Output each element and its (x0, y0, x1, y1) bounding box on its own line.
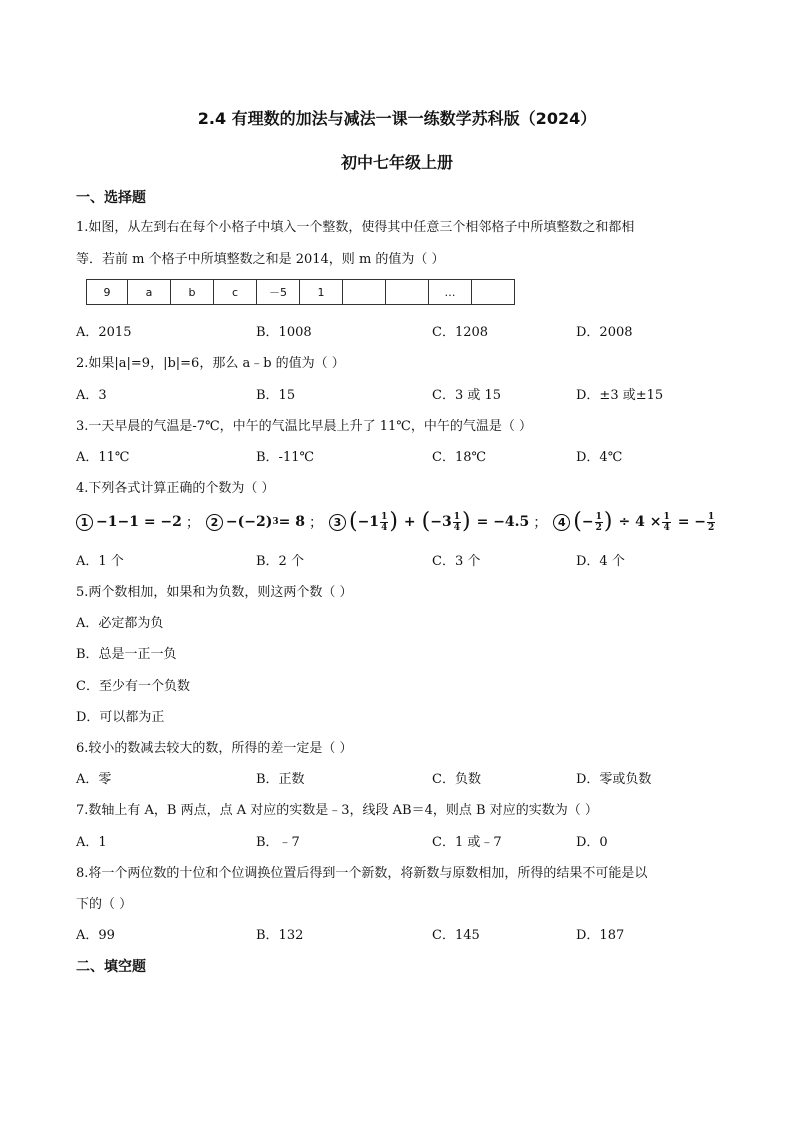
denominator: 4 (453, 522, 460, 533)
numerator: 1 (381, 511, 388, 522)
question-1-text: 1.如图，从左到右在每个小格子中填入一个整数，使得其中任意三个相邻格子中所填整数之和都相 (76, 220, 635, 235)
question-6-option-d[interactable]: D．零或负数 (576, 772, 652, 787)
question-4-option-d[interactable]: D．4 个 (576, 554, 625, 569)
grid-cell: … (429, 280, 472, 305)
denominator: 4 (381, 522, 388, 533)
question-2-text: 2.如果|a|=9，|b|=6，那么 a﹣b 的值为（ ） (76, 356, 345, 371)
question-5-option-d[interactable]: D．可以都为正 (76, 710, 165, 725)
question-1-option-d[interactable]: D．2008 (576, 325, 633, 340)
denominator: 4 (663, 522, 670, 533)
expression-2-base: −(−2) (225, 514, 273, 530)
item-number-2: 2 (206, 514, 223, 531)
question-8-option-b[interactable]: B．132 (256, 928, 304, 943)
denominator: 2 (708, 522, 715, 533)
numerator: 1 (595, 511, 602, 522)
paren-open: ( (573, 509, 582, 534)
paren-open: ( (421, 509, 431, 534)
question-4-option-b[interactable]: B．2 个 (256, 554, 304, 569)
paren-close: ) (462, 509, 471, 534)
question-4-option-c[interactable]: C．3 个 (432, 554, 481, 569)
question-5-option-a[interactable]: A．必定都为负 (76, 616, 164, 631)
section-heading-choice: 一、选择题 (76, 190, 146, 206)
fraction (595, 512, 603, 533)
expression-3-result: = −4.5 (476, 514, 530, 530)
question-6-text: 6.较小的数减去较大的数，所得的差一定是（ ） (76, 741, 353, 756)
expression-4-sign: − (581, 514, 594, 530)
paren-close: ) (389, 509, 398, 534)
question-2-option-a[interactable]: A．3 (76, 388, 107, 403)
grid-cell: b (171, 280, 214, 305)
expression-2-exponent: 3 (272, 517, 279, 527)
paren-close: ) (603, 509, 613, 534)
question-6-option-c[interactable]: C．负数 (432, 772, 481, 787)
number-grid (86, 279, 515, 305)
grid-cell (472, 280, 515, 305)
separator: ； (308, 515, 323, 531)
grid-cell: 9 (87, 280, 128, 305)
document-subtitle: 初中七年级上册 (340, 153, 453, 172)
question-1-option-c[interactable]: C．1208 (432, 325, 489, 340)
expression-4-result: = − (677, 514, 707, 530)
question-7-option-b[interactable]: B．﹣7 (256, 835, 300, 850)
question-5-option-b[interactable]: B．总是一正一负 (76, 647, 177, 662)
question-6-option-a[interactable]: A．零 (76, 772, 112, 787)
expression-3-term1: −1 (357, 514, 380, 530)
question-5-text: 5.两个数相加，如果和为负数，则这两个数（ ） (76, 585, 353, 600)
paren-open: ( (348, 509, 358, 534)
question-4-expressions (76, 508, 716, 536)
item-number-3: 3 (329, 514, 346, 531)
expression-4-ops: ÷ 4 × (618, 514, 662, 530)
question-8-option-c[interactable]: C．145 (432, 928, 480, 943)
question-3-option-a[interactable]: A．11℃ (76, 450, 130, 465)
fraction (707, 512, 715, 533)
numerator: 1 (708, 511, 715, 522)
question-5-option-c[interactable]: C．至少有一个负数 (76, 679, 190, 694)
question-3-option-d[interactable]: D．4℃ (576, 450, 623, 465)
separator: ； (533, 515, 548, 531)
numerator: 1 (663, 511, 670, 522)
question-8-option-d[interactable]: D．187 (576, 928, 625, 943)
question-7-text: 7.数轴上有 A，B 两点，点 A 对应的实数是﹣3，线段 AB＝4，则点 B 对应的实数为（ ） (76, 803, 598, 818)
question-1-text-cont: 等．若前 m 个格子中所填整数之和是 2014，则 m 的值为（ ） (76, 252, 445, 267)
question-8-option-a[interactable]: A．99 (76, 928, 115, 943)
item-number-4: 4 (553, 514, 570, 531)
question-1-option-b[interactable]: B．1008 (256, 325, 312, 340)
grid-cell (386, 280, 429, 305)
question-3-option-b[interactable]: B．-11℃ (256, 450, 315, 465)
question-7-option-a[interactable]: A．1 (76, 835, 107, 850)
grid-cell (343, 280, 386, 305)
question-3-text: 3.一天早晨的气温是-7℃，中午的气温比早晨上升了 11℃，中午的气温是（ ） (76, 419, 532, 434)
expression-2-result: = 8 (278, 514, 305, 530)
grid-cell: 1 (300, 280, 343, 305)
grid-cell: －5 (257, 280, 300, 305)
numerator: 1 (453, 511, 460, 522)
fraction (453, 512, 461, 533)
grid-cell: c (214, 280, 257, 305)
separator: ； (185, 515, 200, 531)
section-heading-fill-blank: 二、填空题 (76, 959, 146, 975)
question-7-option-d[interactable]: D．0 (576, 835, 608, 850)
question-4-text: 4.下列各式计算正确的个数为（ ） (76, 481, 275, 496)
question-8-text: 8.将一个两位数的十位和个位调换位置后得到一个新数，将新数与原数相加，所得的结果不可能是以 (76, 866, 648, 881)
question-2-option-d[interactable]: D．±3 或±15 (576, 388, 664, 403)
question-3-option-c[interactable]: C．18℃ (432, 450, 487, 465)
question-1-option-a[interactable]: A．2015 (76, 325, 132, 340)
item-number-1: 1 (76, 514, 93, 531)
grid-cell: a (128, 280, 171, 305)
fraction (380, 512, 388, 533)
expression-1: −1−1 = −2 (96, 514, 182, 530)
question-6-option-b[interactable]: B．正数 (256, 772, 305, 787)
denominator: 2 (595, 522, 602, 533)
question-7-option-c[interactable]: C．1 或﹣7 (432, 835, 502, 850)
question-8-text-cont: 下的（ ） (76, 897, 133, 912)
question-2-option-c[interactable]: C．3 或 15 (432, 388, 502, 403)
plus-sign: + (403, 514, 416, 530)
expression-3-term2: −3 (430, 514, 452, 530)
document-title: 2.4 有理数的加法与减法一课一练数学苏科版（2024） (197, 109, 597, 128)
question-4-option-a[interactable]: A．1 个 (76, 554, 124, 569)
fraction (662, 512, 670, 533)
question-2-option-b[interactable]: B．15 (256, 388, 296, 403)
